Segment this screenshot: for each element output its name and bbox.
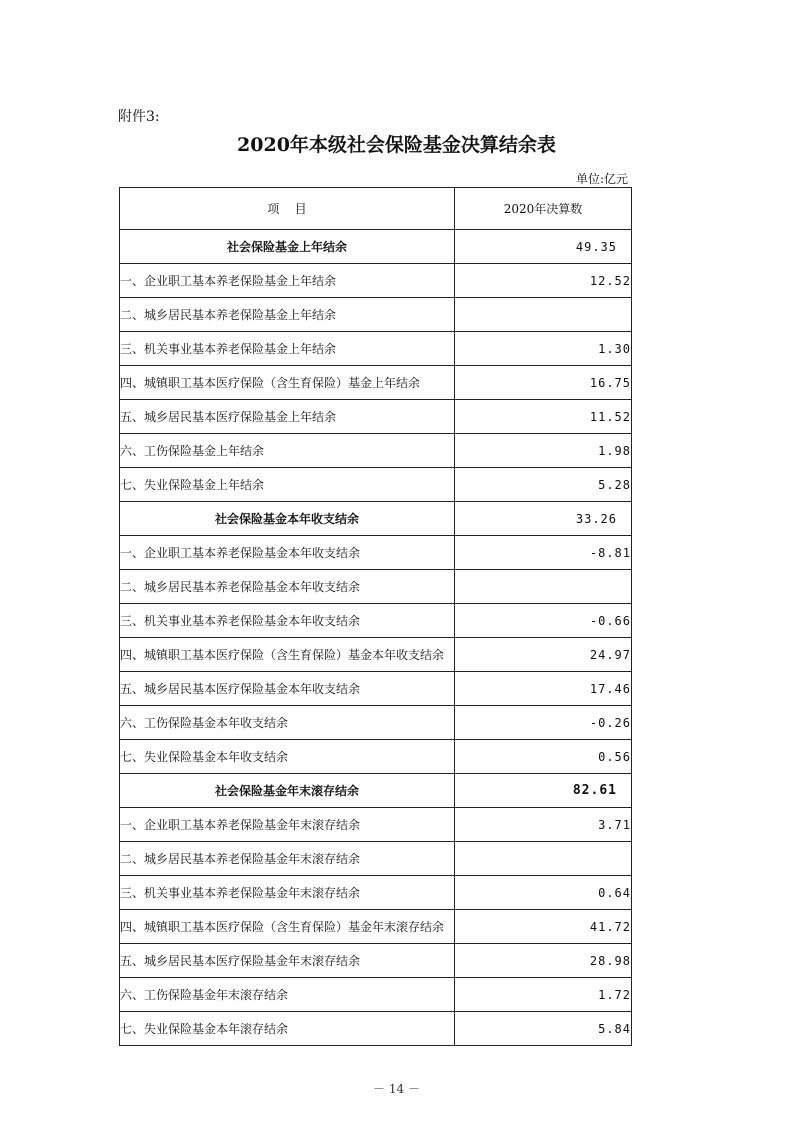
row-label: 二、城乡居民基本养老保险基金本年收支结余	[120, 570, 455, 604]
row-label: 二、城乡居民基本养老保险基金年末滚存结余	[120, 842, 455, 876]
table-row	[120, 536, 632, 570]
row-label: 三、机关事业基本养老保险基金本年收支结余	[120, 604, 455, 638]
row-label: 五、城乡居民基本医疗保险基金本年收支结余	[120, 672, 455, 706]
row-label: 六、工伤保险基金本年收支结余	[120, 706, 455, 740]
row-label: 五、城乡居民基本医疗保险基金上年结余	[120, 400, 455, 434]
table-row	[120, 366, 632, 400]
row-value: -0.26	[455, 706, 632, 740]
row-value: 16.75	[455, 366, 632, 400]
table-row	[120, 400, 632, 434]
section-row	[120, 230, 632, 264]
row-label: 二、城乡居民基本养老保险基金上年结余	[120, 298, 455, 332]
row-value: 11.52	[455, 400, 632, 434]
row-value: 0.56	[455, 740, 632, 774]
row-label: 四、城镇职工基本医疗保险（含生育保险）基金本年收支结余	[120, 638, 455, 672]
column-header-item: 项 目	[120, 188, 455, 230]
table-row	[120, 740, 632, 774]
row-label: 社会保险基金年末滚存结余	[120, 774, 455, 808]
row-value: 3.71	[455, 808, 632, 842]
row-value: 5.84	[455, 1012, 632, 1046]
table-row	[120, 876, 632, 910]
table-row	[120, 706, 632, 740]
row-label: 七、失业保险基金本年滚存结余	[120, 1012, 455, 1046]
row-value: 0.64	[455, 876, 632, 910]
row-label: 五、城乡居民基本医疗保险基金年末滚存结余	[120, 944, 455, 978]
table-row	[120, 604, 632, 638]
table-row	[120, 672, 632, 706]
table-row	[120, 1012, 632, 1046]
row-label: 一、企业职工基本养老保险基金本年收支结余	[120, 536, 455, 570]
table-row	[120, 842, 632, 876]
row-label: 六、工伤保险基金上年结余	[120, 434, 455, 468]
row-value: 41.72	[455, 910, 632, 944]
row-label: 一、企业职工基本养老保险基金上年结余	[120, 264, 455, 298]
table-header-row	[120, 188, 632, 230]
row-value: 1.98	[455, 434, 632, 468]
table-body	[120, 230, 632, 1046]
table-row	[120, 468, 632, 502]
row-value: 82.61	[455, 774, 632, 808]
row-value: 24.97	[455, 638, 632, 672]
row-value	[455, 842, 632, 876]
row-value: 1.30	[455, 332, 632, 366]
row-value	[455, 570, 632, 604]
row-label: 四、城镇职工基本医疗保险（含生育保险）基金年末滚存结余	[120, 910, 455, 944]
row-value	[455, 298, 632, 332]
table-row	[120, 434, 632, 468]
row-label: 一、企业职工基本养老保险基金年末滚存结余	[120, 808, 455, 842]
table-row	[120, 298, 632, 332]
row-value: -8.81	[455, 536, 632, 570]
table-row	[120, 332, 632, 366]
row-value: 33.26	[455, 502, 632, 536]
row-value: 28.98	[455, 944, 632, 978]
table-row	[120, 978, 632, 1012]
row-label: 社会保险基金上年结余	[120, 230, 455, 264]
table-row	[120, 910, 632, 944]
table-row	[120, 638, 632, 672]
section-row	[120, 502, 632, 536]
attachment-label: 附件3:	[118, 109, 160, 125]
row-label: 四、城镇职工基本医疗保险（含生育保险）基金上年结余	[120, 366, 455, 400]
row-value: 17.46	[455, 672, 632, 706]
row-value: 1.72	[455, 978, 632, 1012]
table-row	[120, 808, 632, 842]
table-row	[120, 944, 632, 978]
row-value: 49.35	[455, 230, 632, 264]
row-label: 社会保险基金本年收支结余	[120, 502, 455, 536]
unit-label: 单位:亿元	[575, 172, 628, 186]
settlement-table	[119, 187, 632, 1046]
row-value: 12.52	[455, 264, 632, 298]
row-label: 六、工伤保险基金年末滚存结余	[120, 978, 455, 1012]
row-label: 三、机关事业基本养老保险基金上年结余	[120, 332, 455, 366]
page-number: － 14 －	[373, 1082, 420, 1096]
table-row	[120, 570, 632, 604]
row-label: 七、失业保险基金上年结余	[120, 468, 455, 502]
row-value: 5.28	[455, 468, 632, 502]
page-title: 2020年本级社会保险基金决算结余表	[237, 134, 556, 156]
row-label: 七、失业保险基金本年收支结余	[120, 740, 455, 774]
row-value: -0.66	[455, 604, 632, 638]
column-header-value: 2020年决算数	[455, 188, 632, 230]
table-row	[120, 264, 632, 298]
section-row	[120, 774, 632, 808]
row-label: 三、机关事业基本养老保险基金年末滚存结余	[120, 876, 455, 910]
